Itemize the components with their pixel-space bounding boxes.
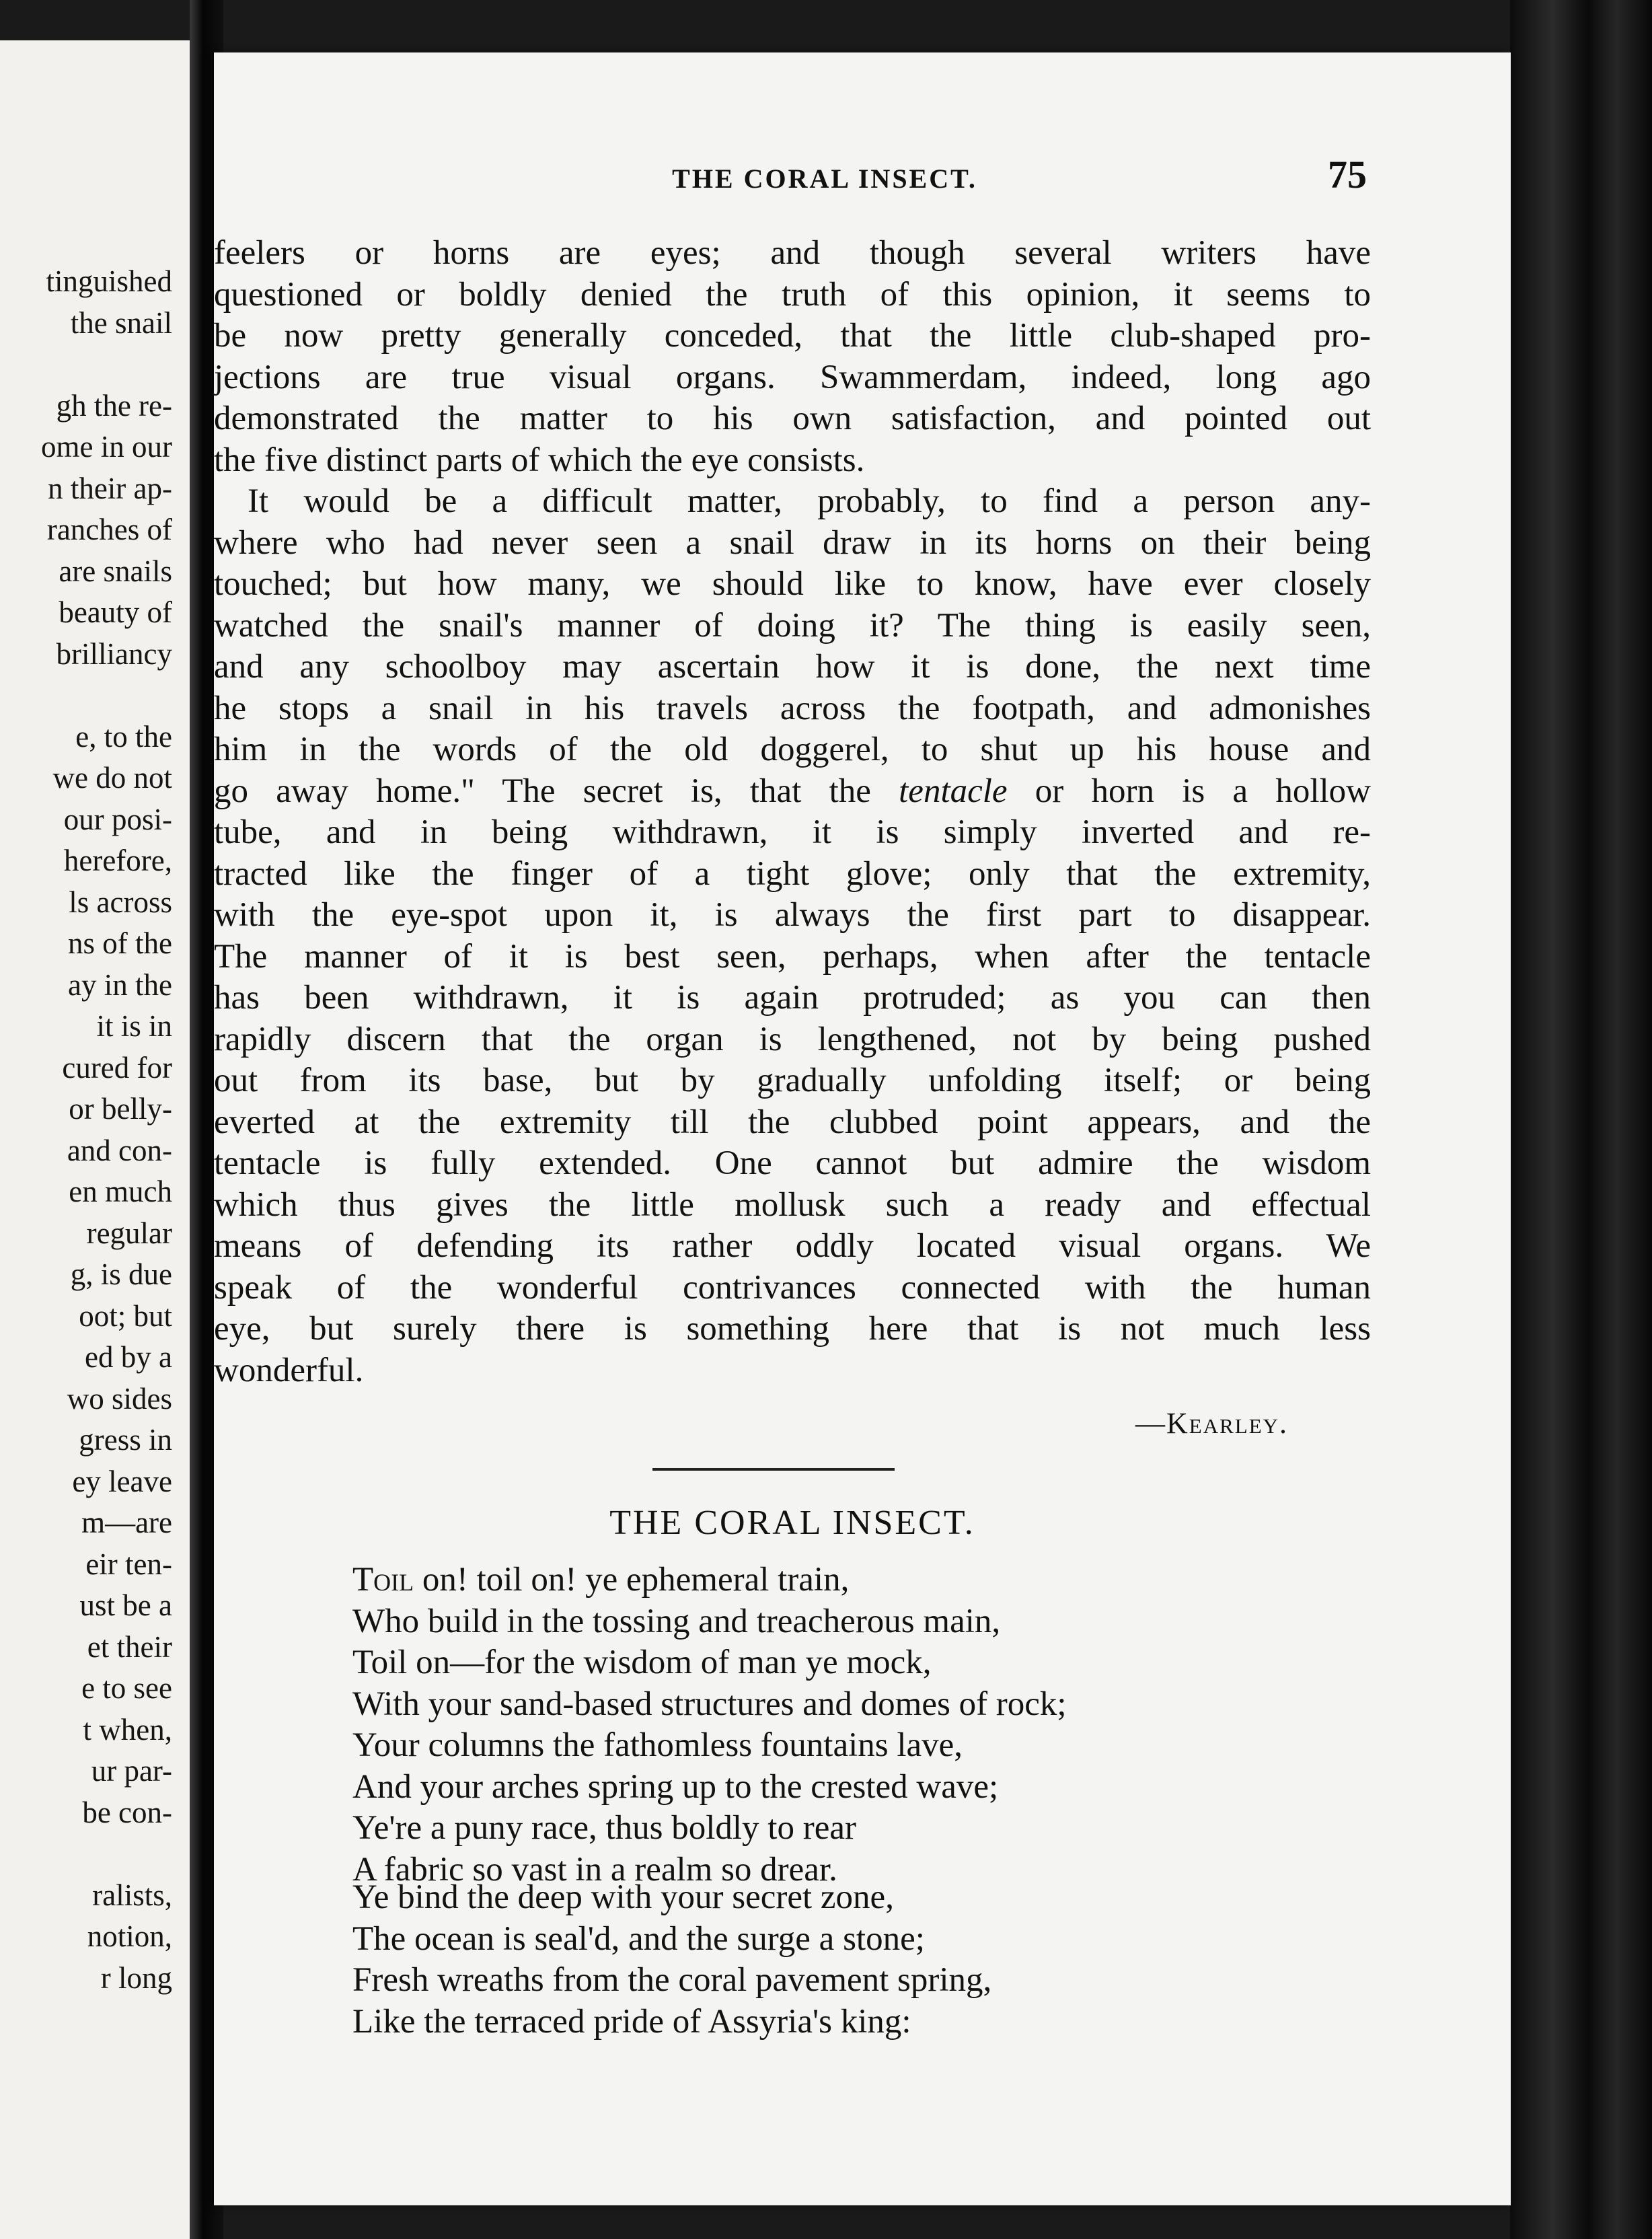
facing-page-line: gh the re- — [56, 388, 172, 423]
poem-line: Who build in the tossing and treacherous main, — [352, 1602, 1001, 1640]
text-line-part: or horn is a hollow — [1007, 772, 1371, 810]
facing-page-line: g, is due — [70, 1257, 172, 1291]
facing-page-line: are snails — [59, 554, 172, 588]
text-line: eye, but surely there is something here that is not much less — [214, 1310, 1371, 1348]
section-rule — [652, 1468, 895, 1471]
facing-page-line: we do not — [52, 761, 172, 795]
facing-page-line: the snail — [70, 305, 172, 340]
text-line: tube, and in being withdrawn, it is simply inverted and re- — [214, 813, 1371, 851]
text-line: speak of the wonderful contrivances connected with the human — [214, 1268, 1371, 1307]
text-line: tracted like the finger of a tight glove; only that the extremity, — [214, 854, 1371, 893]
prose-text — [214, 233, 1371, 1391]
poem-line — [352, 1559, 1067, 1601]
facing-page-line: oot; but — [79, 1298, 172, 1333]
facing-page-line: notion, — [87, 1919, 172, 1953]
poem-title: THE CORAL INSECT. — [609, 1504, 975, 1542]
text-line: the five distinct parts of which the eye consists. — [214, 441, 865, 479]
facing-page-line: n their ap- — [48, 471, 172, 505]
facing-page-line: regular — [86, 1216, 172, 1250]
attribution-dash: — — [1135, 1407, 1166, 1440]
facing-page-line: herefore, — [63, 844, 172, 877]
poem-stanza-2 — [352, 1877, 991, 2043]
book-page-edges — [1510, 0, 1652, 2239]
text-line: jections are true visual organs. Swammerdam, indeed, long ago — [214, 358, 1371, 396]
facing-page-line: r long — [100, 1960, 172, 1995]
page-number: 75 — [1328, 153, 1367, 196]
poem-line: The ocean is seal'd, and the surge a stone; — [352, 1919, 925, 1958]
poem-line: Like the terraced pride of Assyria's king: — [352, 2002, 911, 2041]
paragraph-1 — [214, 233, 1371, 481]
text-line: rapidly discern that the organ is lengthened, not by being pushed — [214, 1020, 1371, 1058]
text-line: touched; but how many, we should like to know, have ever closely — [214, 565, 1371, 603]
facing-page-line: cured for — [62, 1050, 172, 1085]
text-line — [214, 771, 1371, 813]
text-line: and any schoolboy may ascertain how it is done, the next time — [214, 648, 1371, 686]
facing-page-line — [41, 675, 172, 717]
poem-line: Ye're a puny race, thus boldly to rear — [352, 1809, 856, 1847]
text-line: feelers or horns are eyes; and though several writers have — [214, 234, 1371, 272]
poem-line: Ye bind the deep with your secret zone, — [352, 1878, 894, 1916]
attribution — [1135, 1406, 1288, 1440]
italic-word: tentacle — [899, 772, 1008, 810]
facing-page-line: m—are — [81, 1506, 172, 1539]
text-line: where who had never seen a snail draw in its horns on their being — [214, 523, 1371, 562]
text-line: It would be a difficult matter, probably, to find a person any- — [248, 482, 1371, 520]
facing-page-line: tinguished — [46, 264, 172, 298]
poem-line: Your columns the fathomless fountains lave, — [352, 1726, 963, 1764]
text-line: The manner of it is best seen, perhaps, when after the tentacle — [214, 937, 1371, 976]
facing-page-line: beauty of — [59, 595, 172, 629]
facing-page-line: e, to the — [75, 719, 172, 754]
text-line: everted at the extremity till the clubbed point appears, and the — [214, 1103, 1371, 1141]
text-line: with the eye-spot upon it, is always the first part to disappear. — [214, 896, 1371, 934]
facing-page-line: ed by a — [85, 1340, 172, 1374]
facing-page-line: en much — [69, 1175, 172, 1208]
text-line: him in the words of the old doggerel, to shut up his house and — [214, 731, 1371, 768]
text-line: means of defending its rather oddly located visual organs. We — [214, 1227, 1371, 1265]
text-line: be now pretty generally conceded, that the little club-shaped pro- — [214, 317, 1371, 355]
facing-page-line: eir ten- — [85, 1547, 172, 1581]
facing-page-line: ranches of — [46, 513, 172, 546]
facing-page-line: ust be a — [79, 1588, 172, 1622]
facing-page-line: ur par- — [91, 1754, 172, 1788]
facing-page-line: gress in — [79, 1423, 172, 1457]
poem-line: Toil on—for the wisdom of man ye mock, — [352, 1644, 932, 1681]
facing-page-line: and con- — [67, 1133, 172, 1167]
facing-page-line: or belly- — [69, 1092, 172, 1126]
text-line: he stops a snail in his travels across the footpath, and admonishes — [214, 689, 1371, 727]
poem-line: With your sand-based structures and domes of rock; — [352, 1685, 1067, 1723]
text-line: tentacle is fully extended. One cannot but admire the wisdom — [214, 1144, 1371, 1182]
poem-line: A fabric so vast in a realm so drear. — [352, 1850, 837, 1888]
facing-page-line: et their — [87, 1629, 172, 1664]
facing-page-line: wo sides — [67, 1381, 172, 1416]
facing-page-line: ralists, — [92, 1878, 172, 1912]
attribution-name: Kearley. — [1166, 1407, 1289, 1440]
facing-page-line: ns of the — [68, 926, 172, 960]
poem-line: Fresh wreaths from the coral pavement spring, — [352, 1961, 992, 1999]
facing-page-left — [0, 40, 190, 2239]
text-line: which thus gives the little mollusk such a ready and effectual — [214, 1185, 1371, 1224]
book-page — [214, 52, 1511, 2205]
facing-page-text — [41, 261, 172, 1999]
text-line: has been withdrawn, it is again protruded; as you can then — [214, 979, 1371, 1017]
facing-page-line: ay in the — [68, 967, 172, 1002]
poem-first-line-rest: on! toil on! ye ephemeral train, — [414, 1561, 850, 1599]
text-line-part: go away home." The secret is, that the — [214, 772, 899, 810]
facing-page-line: ls across — [69, 885, 172, 919]
facing-page-line: it is in — [96, 1009, 172, 1043]
facing-page-line: ome in our — [41, 430, 172, 464]
facing-page-line: brilliancy — [56, 636, 172, 671]
facing-page-line: be con- — [82, 1795, 172, 1829]
facing-page-line: t when, — [83, 1712, 172, 1747]
text-line: demonstrated the matter to his own satisfaction, and pointed out — [214, 400, 1371, 437]
poem-first-word: Toil — [352, 1561, 414, 1599]
text-line: watched the snail's manner of doing it? The thing is easily seen, — [214, 606, 1371, 645]
facing-page-line: our posi- — [63, 802, 172, 836]
poem-stanza-1 — [352, 1559, 1067, 1891]
facing-page-line: ey leave — [72, 1464, 172, 1498]
facing-page-line: e to see — [81, 1671, 172, 1705]
text-line: questioned or boldly denied the truth of this opinion, it seems to — [214, 275, 1371, 314]
paragraph-2 — [214, 481, 1371, 1391]
facing-page-line — [41, 344, 172, 386]
text-line: wonderful. — [214, 1351, 364, 1389]
poem-line: And your arches spring up to the crested wave; — [352, 1767, 999, 1806]
running-head: THE CORAL INSECT. — [672, 163, 977, 194]
facing-page-line — [41, 1833, 172, 1875]
text-line: out from its base, but by gradually unfolding itself; or being — [214, 1062, 1371, 1099]
